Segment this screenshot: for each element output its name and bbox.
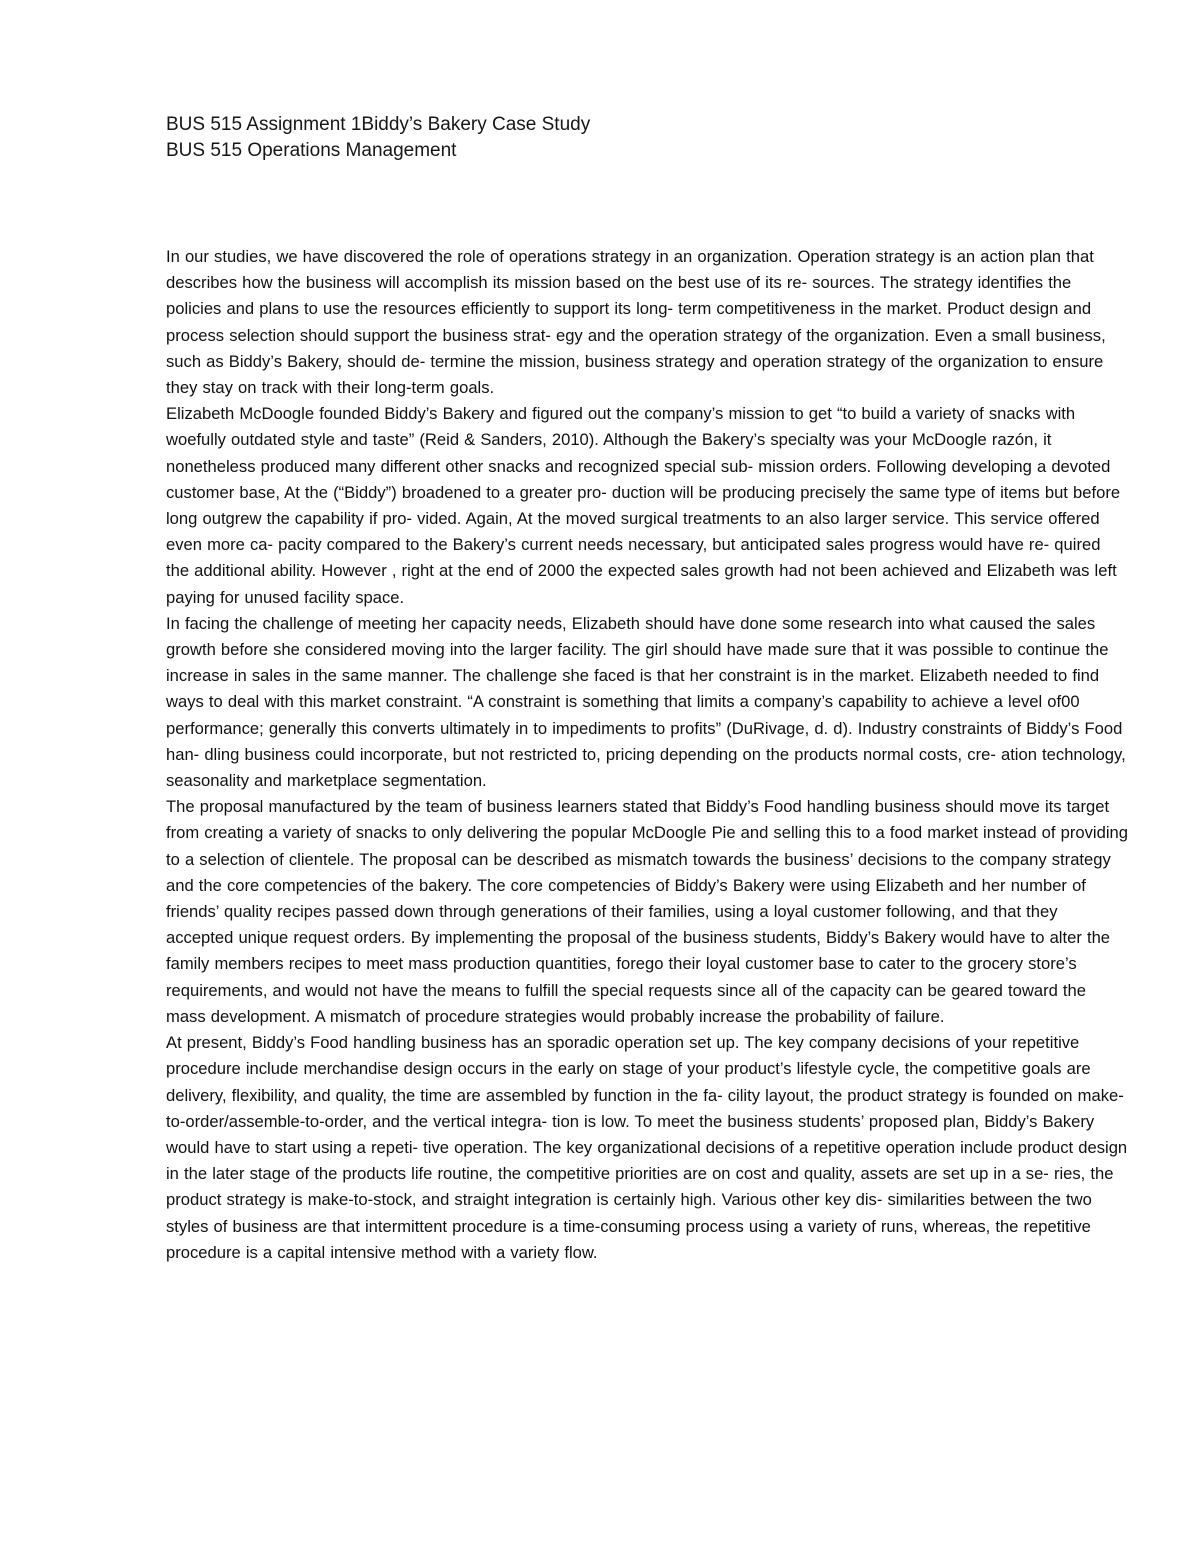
course-title: BUS 515 Operations Management [166, 140, 457, 161]
paragraph-capacity-challenge: In facing the challenge of meeting her capacity needs, Elizabeth should have done some research into what caused the sales growth before she considered moving into the larger facility. The girl should have made sure that it was possible to continue the increase in sales in the same manner. The challenge she faced is that her constraint is in the market. Elizabeth needed to find ways to deal with this market constraint. “A constraint is something that limits a company’s capability to achieve a level of00 performance; generally this converts ultimately in to impediments to profits” (DuRivage, d. d). Industry constraints of Biddy’s Food han- dling business could incorporate, but not restricted to, pricing depending on the products normal costs, cre- ation technology, seasonality and marketplace segmentation. [166, 613, 1126, 791]
paragraph-company-history: Elizabeth McDoogle founded Biddy’s Bakery and figured out the company’s mission to get “to build a variety of snacks with woefully outdated style and taste” (Reid & Sanders, 2010). Although the Bakery’s specialty was your McDoogle razón, it nonetheless produced many different other snacks and recognized special sub- mission orders. Following developing a devoted customer base, At the (“Biddy”) broadened to a greater pro- duction will be producing precisely the same type of items but before long outgrew the capability if pro- vided. Again, At the moved surgical treatments to an also larger service. This service offered even more ca- pacity compared to the Bakery’s current needs necessary, but anticipated sales progress would have re- quired the additional ability. However , right at the end of 2000 the expected sales growth had not been achieved and Elizabeth was left paying for unused facility space. [166, 404, 1121, 607]
paragraph-student-proposal: The proposal manufactured by the team of business learners stated that Biddy’s Food handling business should move its target from creating a variety of snacks to only delivering the popular McDoogle Pie and selling this to a food market instead of providing to a selection of clientele. The proposal can be described as mismatch towards the business’ decisions to the company strategy and the core competencies of the bakery. The core competencies of Biddy’s Bakery were using Elizabeth and her number of friends’ quality recipes passed down through generations of their families, using a loyal customer following, and that they accepted unique request orders. By implementing the proposal of the business students, Biddy’s Bakery would have to alter the family members recipes to meet mass production quantities, forego their loyal customer base to cater to the grocery store’s requirements, and would not have the means to fulfill the special requests since all of the capacity can be geared toward the mass development. A mismatch of procedure strategies would probably increase the probability of failure. [166, 797, 1128, 1026]
document-body [166, 244, 1128, 1266]
paragraph-operation-comparison: At present, Biddy’s Food handling business has an sporadic operation set up. The key company decisions of your repetitive procedure include merchandise design occurs in the early on stage of your product’s lifestyle cycle, the competitive goals are delivery, flexibility, and quality, the time are assembled by function in the fa- cility layout, the product strategy is founded on make-to-order/assemble-to-order, and the vertical integra- tion is low. To meet the business students’ proposed plan, Biddy’s Bakery would have to start using a repeti- tive operation. The key organizational decisions of a repetitive operation include product design in the later stage of the products life routine, the competitive priorities are on cost and quality, assets are set up in a se- ries, the product strategy is make-to-stock, and straight integration is certainly high. Various other key dis- similarities between the two styles of business are that intermittent procedure is a time-consuming process using a variety of runs, whereas, the repetitive procedure is a capital intensive method with a variety flow. [166, 1033, 1128, 1262]
paragraph-operations-strategy: In our studies, we have discovered the role of operations strategy in an organization. Operation strategy is an action plan that describes how the business will accomplish its mission based on the best use of its re- sources. The strategy identifies the policies and plans to use the resources efficiently to support its long- term competitiveness in the market. Product design and process selection should support the business strat- egy and the operation strategy of the organization. Even a small business, such as Biddy’s Bakery, should de- termine the mission, business strategy and operation strategy of the organization to ensure they stay on track with their long-term goals. [166, 247, 1106, 398]
document-header [166, 112, 1126, 164]
assignment-title: BUS 515 Assignment 1Biddy’s Bakery Case Study [166, 114, 591, 135]
